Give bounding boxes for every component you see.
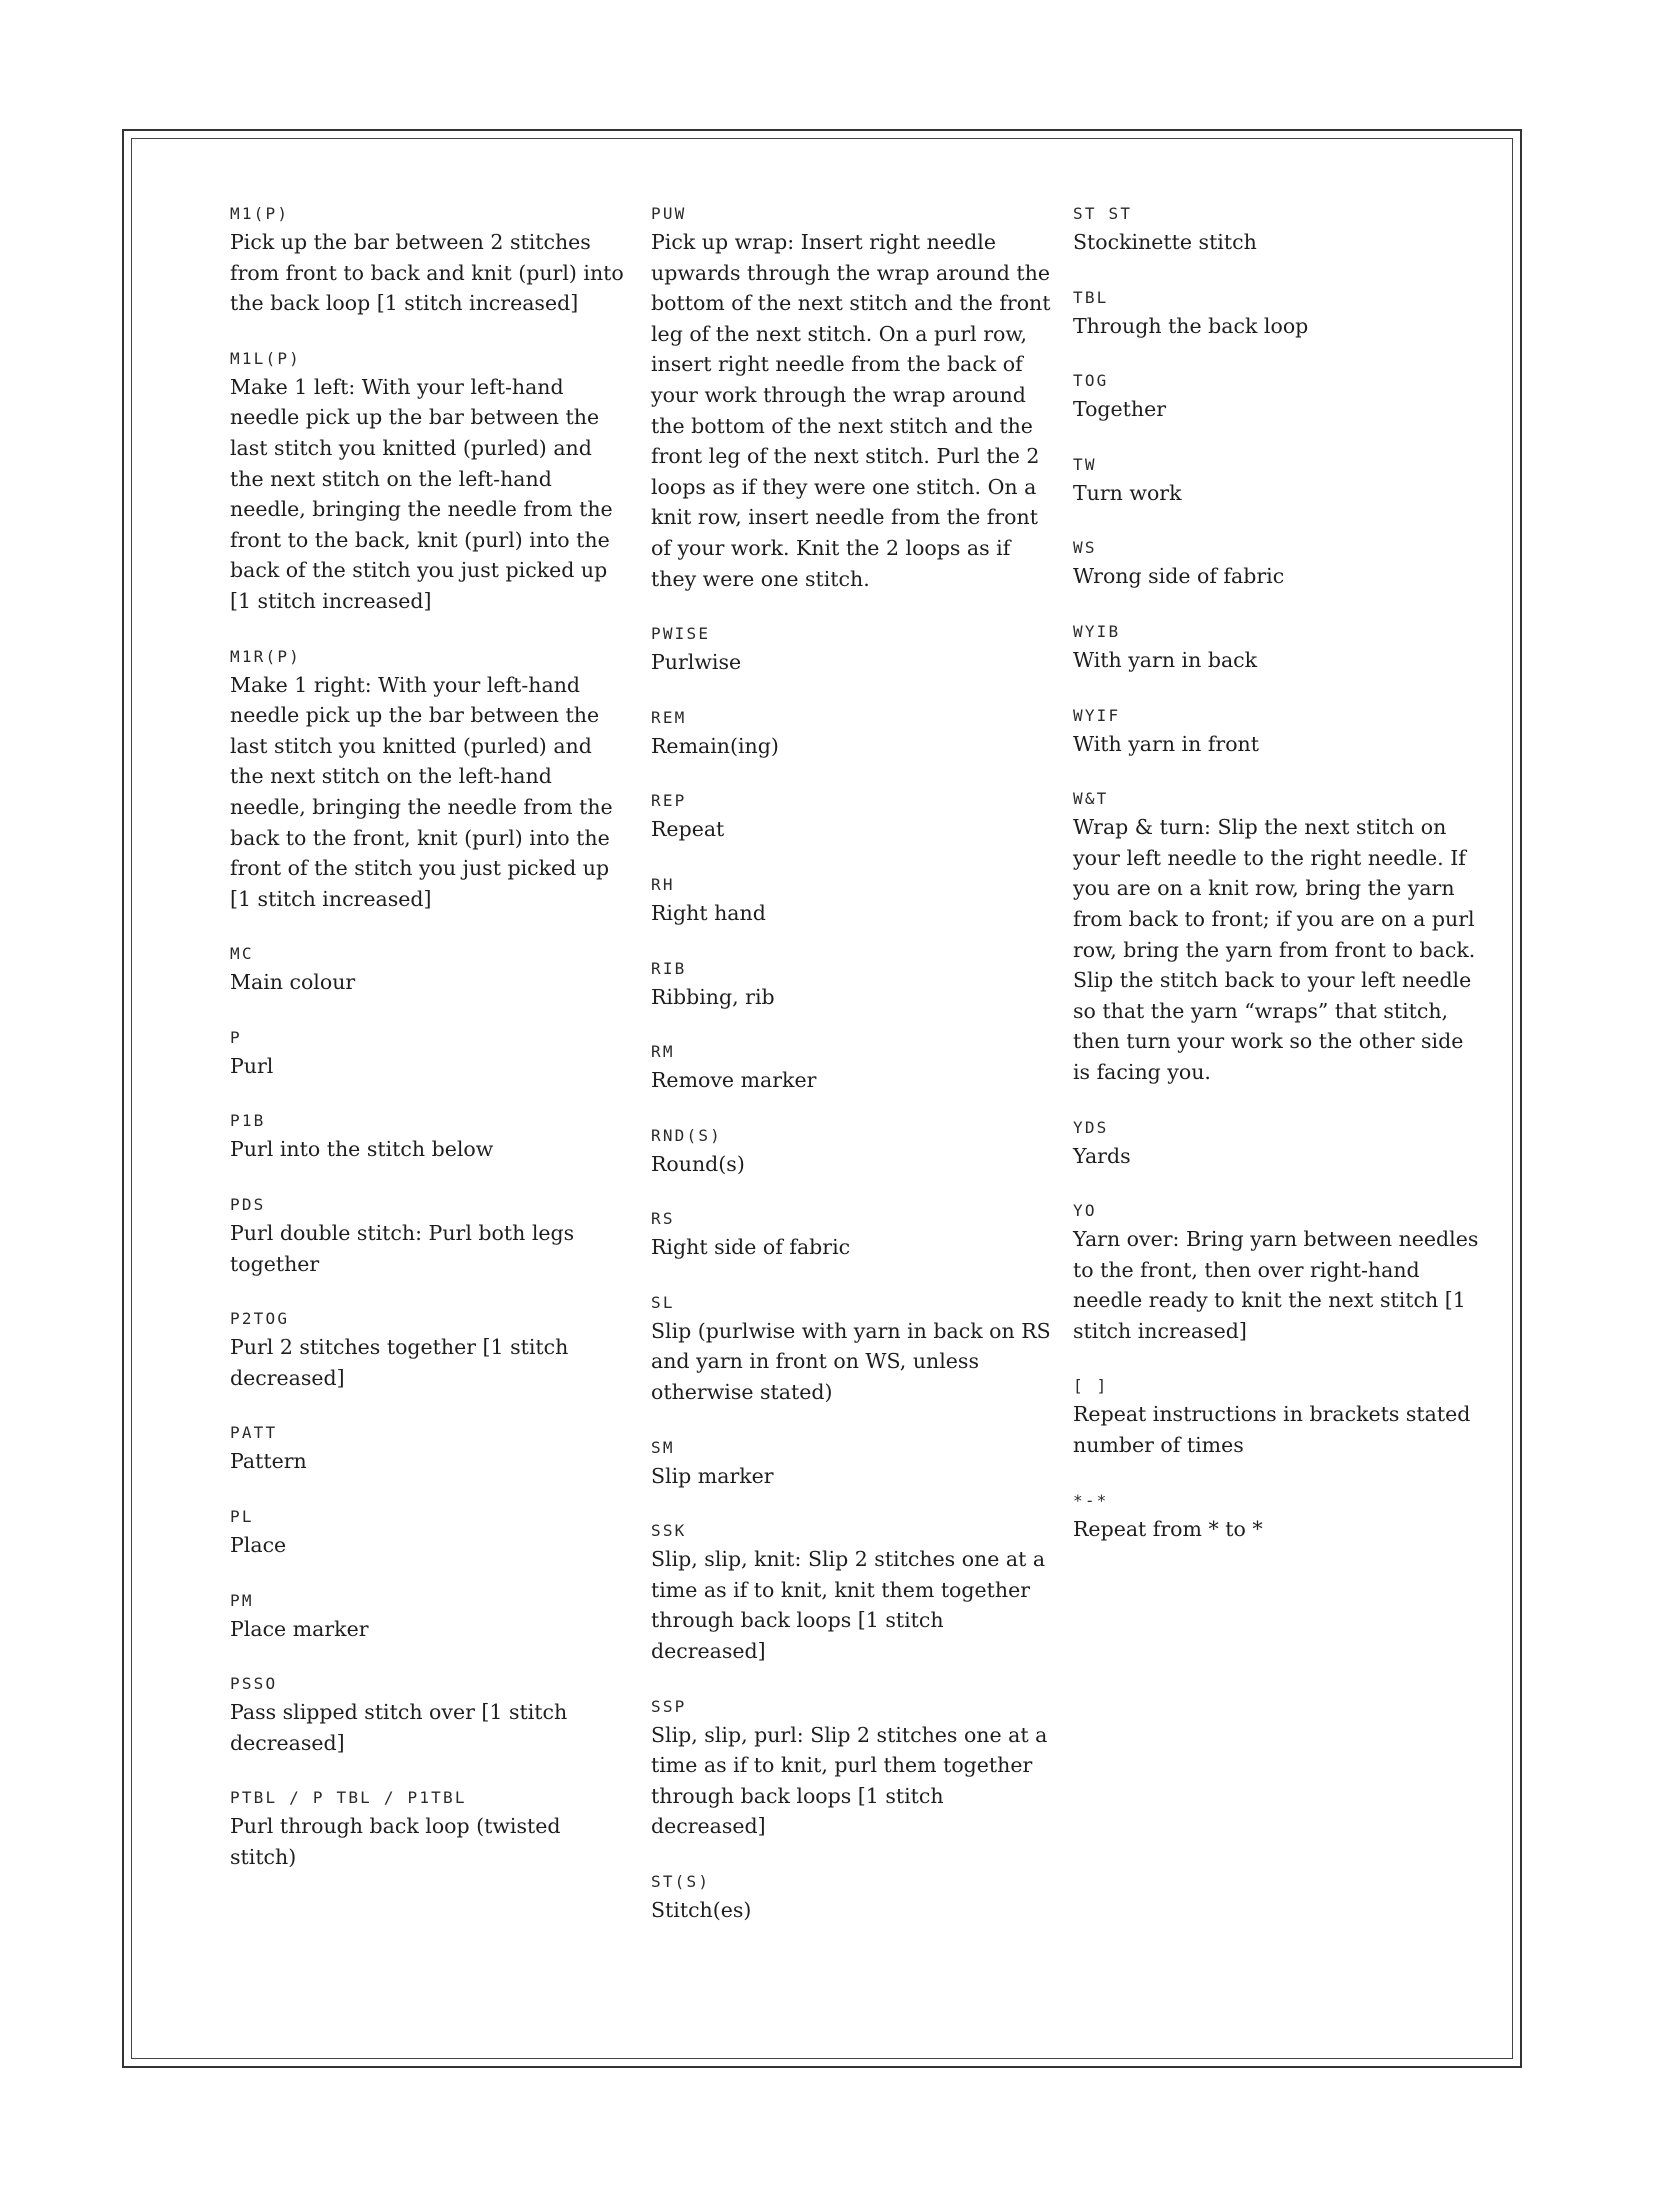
glossary-entry xyxy=(651,1435,1051,1492)
glossary-term: RM xyxy=(651,1042,675,1062)
glossary-term: P2TOG xyxy=(230,1309,290,1329)
glossary-column-2 xyxy=(651,201,1051,1953)
glossary-definition: Make 1 right: With your left-hand needle pick up the bar between the last stitch you knitted (purled) and the next stitch on the left-hand needle, bringing the needle from the back to the front, knit (purl) into the front of the stitch you just picked up [1 stitch increased] xyxy=(230,672,613,911)
glossary-term: [ ] xyxy=(1073,1376,1109,1396)
glossary-definition: Wrong side of fabric xyxy=(1073,564,1285,589)
glossary-entry xyxy=(1073,786,1483,1087)
glossary-term: YDS xyxy=(1073,1117,1109,1137)
glossary-definition: With yarn in front xyxy=(1073,731,1259,756)
glossary-definition: Pick up the bar between 2 stitches from front to back and knit (purl) into the back loop [1 stitch increased] xyxy=(230,230,624,316)
glossary-definition: Purl xyxy=(230,1053,274,1078)
glossary-term: ST(S) xyxy=(651,1872,711,1891)
glossary-term: PM xyxy=(230,1590,254,1610)
glossary-term: W&T xyxy=(1073,789,1109,809)
glossary-definition: Pick up wrap: Insert right needle upwards through the wrap around the bottom of the next stitch and the front leg of the next stitch. On a purl row, insert right needle from the back of your work through the wrap around the bottom of the next stitch and the front leg of the next stitch. Purl the 2 loops as if they were one stitch. On a knit row, insert needle from the front of your work. Knit the 2 loops as if they were one stitch. xyxy=(651,230,1051,591)
glossary-term: ST ST xyxy=(1073,204,1133,223)
glossary-definition: Right side of fabric xyxy=(651,1235,851,1260)
glossary-definition: Remove marker xyxy=(651,1068,817,1093)
glossary-entry xyxy=(1073,1115,1483,1172)
glossary-entry xyxy=(230,201,630,319)
glossary-term: SSK xyxy=(651,1521,687,1541)
glossary-entry xyxy=(230,1504,630,1561)
glossary-term: WYIB xyxy=(1073,621,1121,641)
glossary-entry xyxy=(1073,535,1483,592)
glossary-definition: Repeat xyxy=(651,817,725,842)
glossary-entry xyxy=(651,1869,1051,1926)
glossary-entry xyxy=(230,1306,630,1393)
glossary-term: WYIF xyxy=(1073,705,1121,725)
glossary-term: P xyxy=(230,1027,242,1047)
glossary-definition: Together xyxy=(1073,397,1167,422)
glossary-term: REP xyxy=(651,791,687,811)
glossary-definition: Slip, slip, purl: Slip 2 stitches one at a time as if to knit, purl them together through back loops [1 stitch decreased] xyxy=(651,1722,1048,1839)
glossary-term: SM xyxy=(651,1437,675,1457)
glossary-entry xyxy=(1073,201,1483,258)
glossary-definition: Main colour xyxy=(230,970,356,995)
glossary-term: RND(S) xyxy=(651,1125,722,1145)
glossary-entry xyxy=(230,1420,630,1477)
glossary-definition: Round(s) xyxy=(651,1151,745,1176)
glossary-definition: Stockinette stitch xyxy=(1073,230,1257,254)
glossary-entry xyxy=(651,788,1051,845)
glossary-entry xyxy=(230,1671,630,1758)
glossary-entry xyxy=(651,1039,1051,1096)
glossary-term: TOG xyxy=(1073,371,1109,391)
glossary-term: M1(P) xyxy=(230,204,290,223)
glossary-term: PSSO xyxy=(230,1674,278,1694)
glossary-term: WS xyxy=(1073,538,1097,558)
glossary-entry xyxy=(230,644,630,915)
glossary-definition: Right hand xyxy=(651,900,766,925)
glossary-entry xyxy=(230,1108,630,1165)
glossary-entry xyxy=(651,956,1051,1013)
glossary-definition: With yarn in back xyxy=(1073,647,1258,672)
glossary-definition: Place marker xyxy=(230,1616,369,1641)
glossary-definition: Purl through back loop (twisted stitch) xyxy=(230,1814,561,1869)
glossary-definition: Pattern xyxy=(230,1449,307,1474)
glossary-column-1 xyxy=(230,201,630,1900)
glossary-entry xyxy=(651,1694,1051,1842)
glossary-definition: Purlwise xyxy=(651,650,742,675)
glossary-entry xyxy=(651,1290,1051,1408)
glossary-column-3 xyxy=(1073,201,1483,1571)
glossary-definition: Ribbing, rib xyxy=(651,984,775,1009)
glossary-entry xyxy=(651,1206,1051,1263)
glossary-entry xyxy=(651,872,1051,929)
glossary-entry xyxy=(1073,619,1483,676)
glossary-definition: Purl double stitch: Purl both legs together xyxy=(230,1221,575,1276)
glossary-entry xyxy=(1073,1488,1483,1545)
glossary-definition: Remain(ing) xyxy=(651,733,779,758)
glossary-term: REM xyxy=(651,707,687,727)
glossary-definition: Repeat instructions in brackets stated number of times xyxy=(1073,1402,1471,1458)
glossary-term: PATT xyxy=(230,1423,278,1443)
glossary-definition: Yards xyxy=(1073,1143,1131,1168)
glossary-entry xyxy=(1073,1373,1483,1460)
glossary-definition: Yarn over: Bring yarn between needles to the front, then over right-hand needle ready to knit the next stitch [1 stitch increased] xyxy=(1073,1227,1479,1343)
glossary-definition: Purl into the stitch below xyxy=(230,1137,494,1162)
glossary-definition: Stitch(es) xyxy=(651,1898,752,1922)
glossary-entry xyxy=(230,1785,630,1872)
glossary-term: M1L(P) xyxy=(230,348,301,368)
glossary-entry xyxy=(230,346,630,617)
glossary-definition: Turn work xyxy=(1073,480,1182,505)
glossary-definition: Pass slipped stitch over [1 stitch decreased] xyxy=(230,1700,568,1755)
glossary-entry xyxy=(230,1588,630,1645)
glossary-term: *-* xyxy=(1073,1490,1109,1510)
glossary-definition: Make 1 left: With your left-hand needle pick up the bar between the last stitch you knitted (purled) and the next stitch on the left-hand needle, bringing the needle from the front to the back, knit (purl) into the back of the stitch you just picked up [1 stitch increased] xyxy=(230,374,613,613)
glossary-entry xyxy=(651,621,1051,678)
glossary-entry xyxy=(651,705,1051,762)
glossary-term: TW xyxy=(1073,454,1097,474)
glossary-term: PWISE xyxy=(651,624,711,644)
glossary-term: PUW xyxy=(651,204,687,223)
glossary-definition: Repeat from * to * xyxy=(1073,1516,1263,1541)
glossary-entry xyxy=(651,1123,1051,1180)
glossary-entry xyxy=(230,1192,630,1279)
glossary-definition: Through the back loop xyxy=(1073,313,1309,338)
glossary-term: SSP xyxy=(651,1696,687,1716)
glossary-term: RS xyxy=(651,1209,675,1229)
glossary-entry xyxy=(1073,1198,1483,1346)
glossary-entry xyxy=(651,1518,1051,1666)
glossary-term: YO xyxy=(1073,1201,1097,1221)
glossary-entry xyxy=(230,1025,630,1082)
glossary-definition: Slip marker xyxy=(651,1463,774,1488)
glossary-definition: Slip, slip, knit: Slip 2 stitches one at a time as if to knit, knit them together through back loops [1 stitch decreased] xyxy=(651,1547,1046,1664)
glossary-term: RH xyxy=(651,874,675,894)
glossary-term: MC xyxy=(230,944,254,964)
glossary-entry xyxy=(230,941,630,998)
glossary-definition: Purl 2 stitches together [1 stitch decreased] xyxy=(230,1335,569,1390)
glossary-term: PDS xyxy=(230,1195,266,1215)
glossary-entry xyxy=(1073,285,1483,342)
glossary-entry xyxy=(1073,368,1483,425)
glossary-definition: Wrap & turn: Slip the next stitch on your left needle to the right needle. If you are on a knit row, bring the yarn from back to front; if you are on a purl row, bring the yarn from front to back. Slip the stitch back to your left needle so that the yarn “wraps” that stitch, then turn your work so the other side is facing you. xyxy=(1073,815,1476,1084)
glossary-term: P1B xyxy=(230,1111,266,1131)
glossary-definition: Place xyxy=(230,1533,287,1558)
glossary-definition: Slip (purlwise with yarn in back on RS and yarn in front on WS, unless otherwise stated) xyxy=(651,1318,1051,1405)
glossary-term: PTBL / P TBL / P1TBL xyxy=(230,1788,467,1808)
glossary-term: M1R(P) xyxy=(230,646,301,666)
glossary-entry xyxy=(1073,452,1483,509)
glossary-term: RIB xyxy=(651,958,687,978)
glossary-term: TBL xyxy=(1073,287,1109,307)
glossary-entry xyxy=(651,201,1051,594)
glossary-term: SL xyxy=(651,1292,675,1312)
glossary-entry xyxy=(1073,703,1483,760)
glossary-term: PL xyxy=(230,1507,254,1527)
